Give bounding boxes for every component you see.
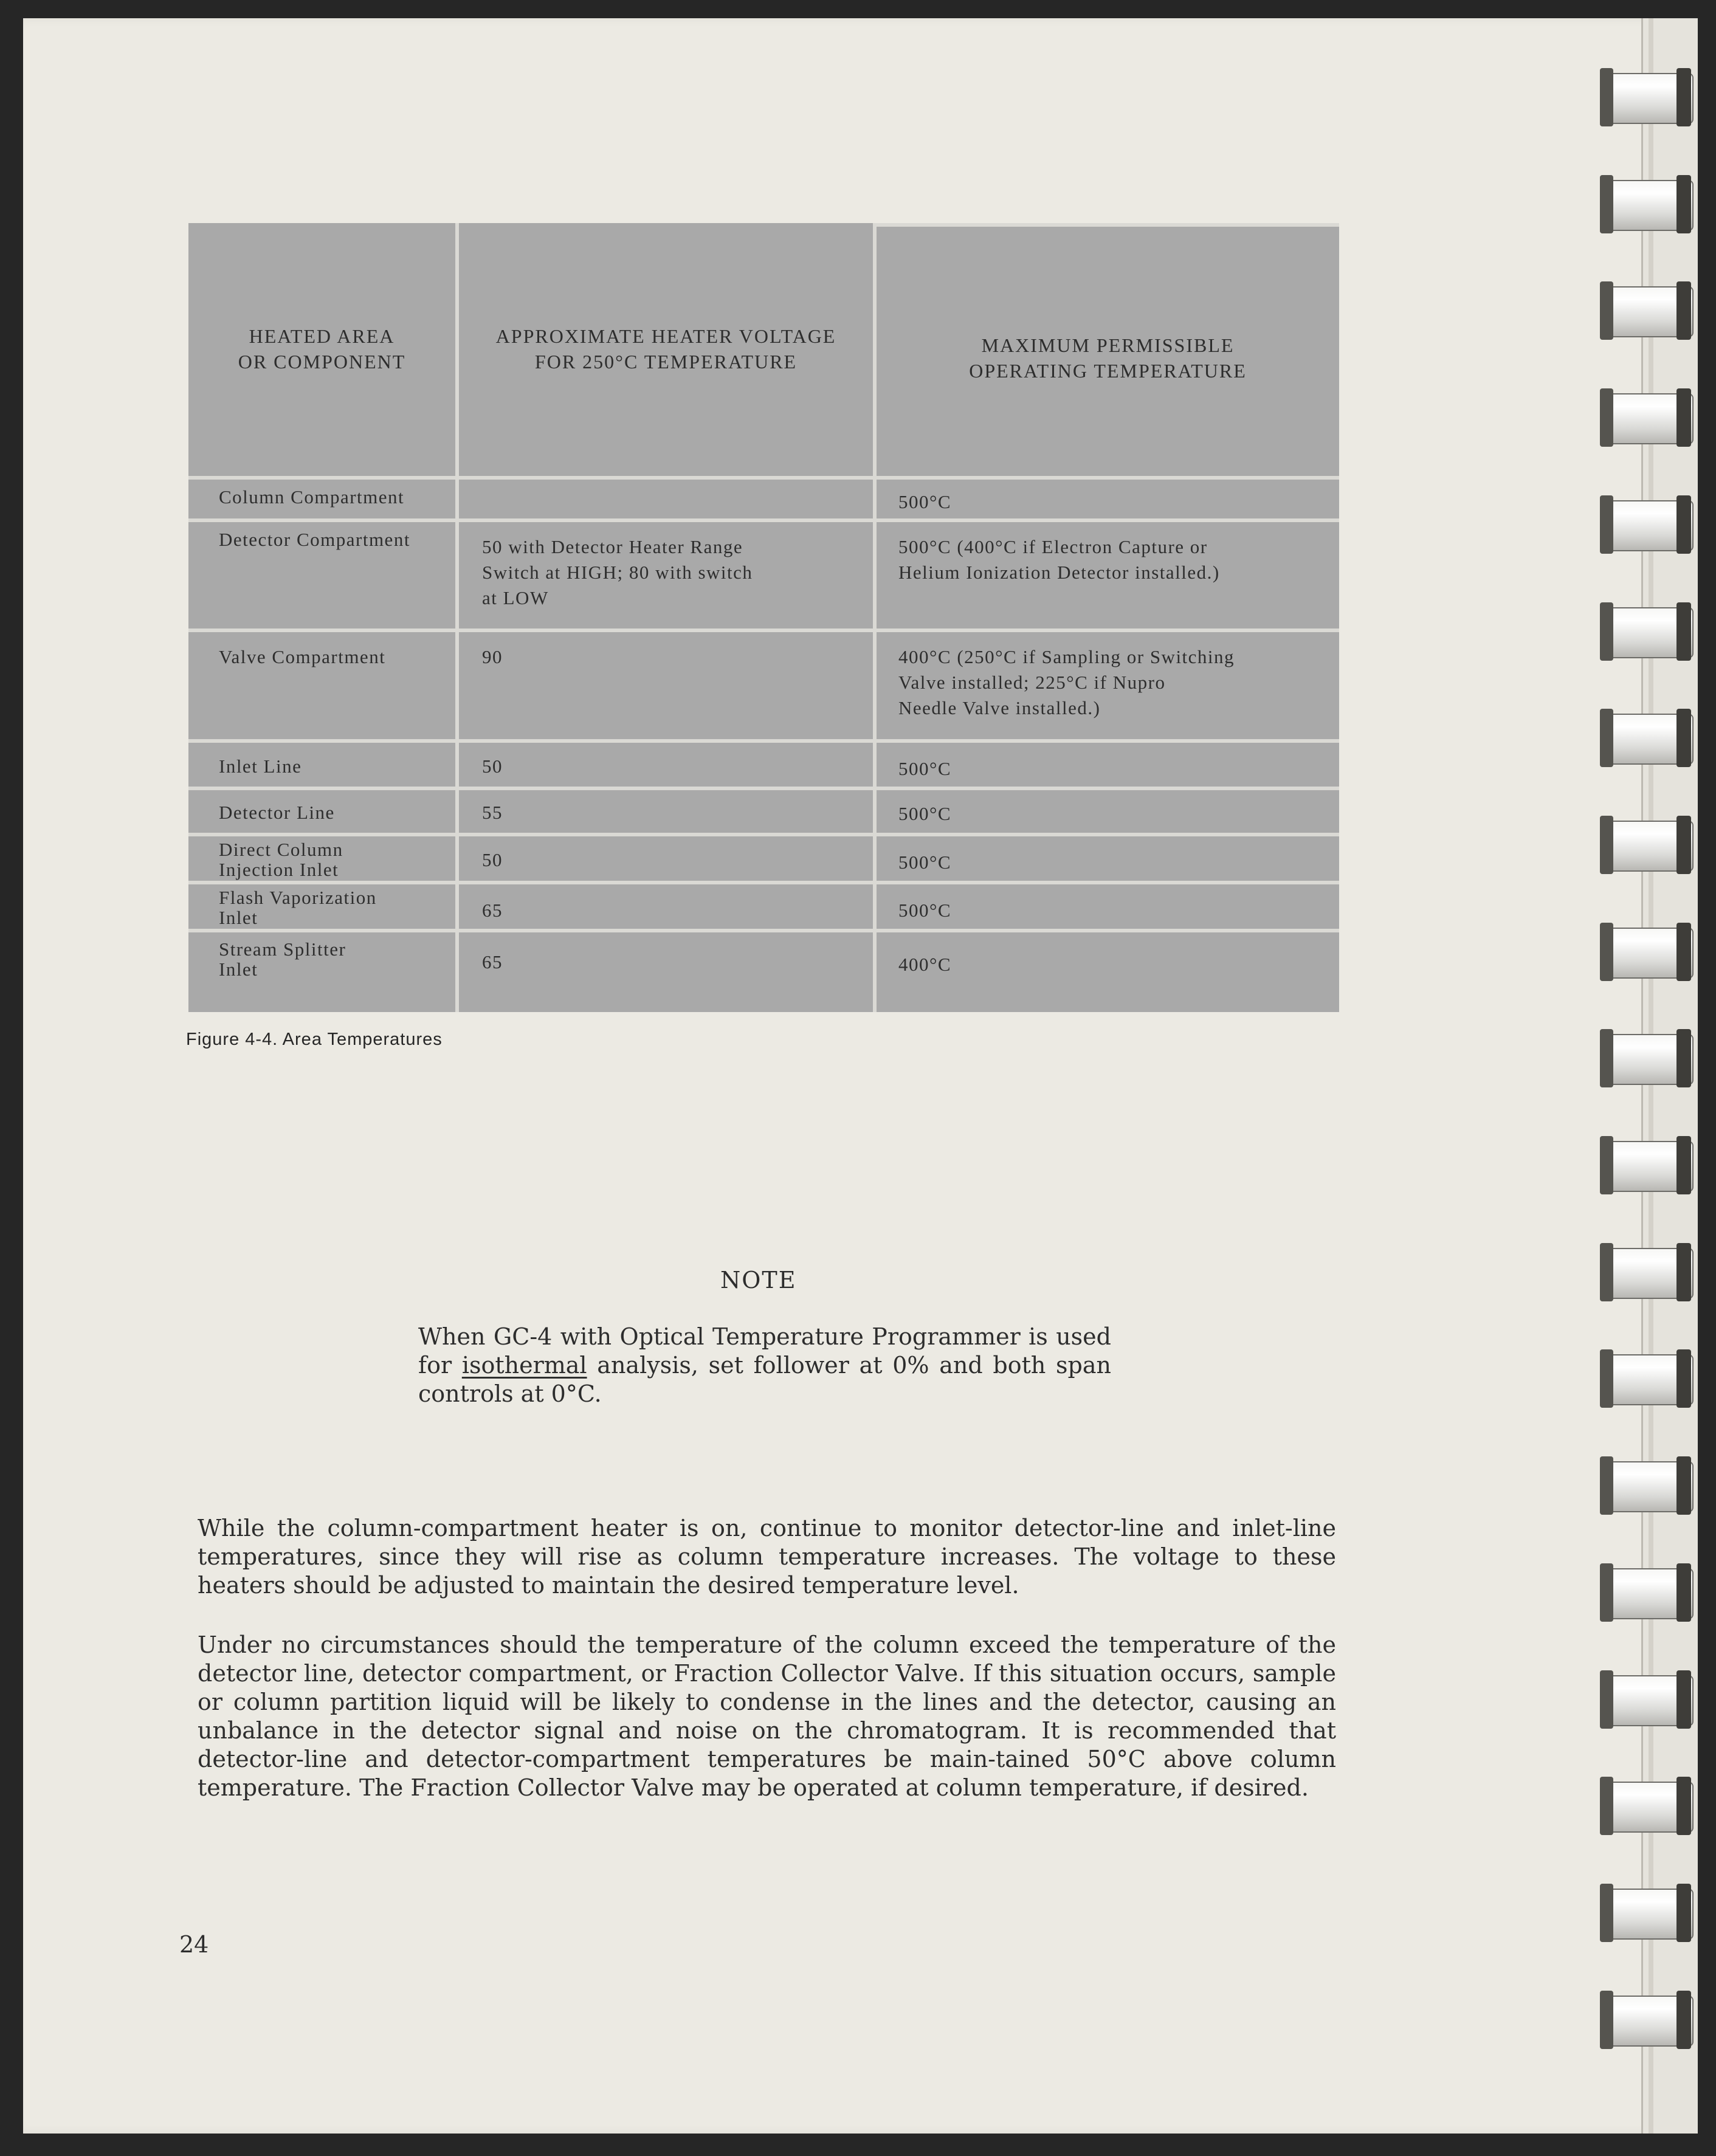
figure-caption: Figure 4-4. Area Temperatures <box>186 1030 443 1049</box>
table-row-5-voltage: 50 <box>459 836 873 881</box>
table-row-7-voltage: 65 <box>459 932 873 1012</box>
table-row-1-max-temp: 500°C (400°C if Electron Capture or Helium Ionization Detector installed.) <box>877 522 1339 629</box>
table-row-2-component: Valve Compartment <box>188 632 455 739</box>
table-row-4-component: Detector Line <box>188 790 455 833</box>
table-row-5-component: Direct Column Injection Inlet <box>188 836 455 881</box>
note-underlined-word: isothermal <box>461 1352 587 1379</box>
table-row-6-max-temp: 500°C <box>877 884 1339 929</box>
table-row-0-max-temp: 500°C <box>877 480 1339 518</box>
table-row-3-max-temp: 500°C <box>877 743 1339 787</box>
binding-ring <box>1600 923 1691 981</box>
table-row-7-component: Stream Splitter Inlet <box>188 932 455 1012</box>
binding-ring <box>1600 1991 1691 2049</box>
binding-ring <box>1600 1029 1691 1087</box>
paragraph-monitor-temperatures: While the column-compartment heater is on, continue to monitor detector-line and inlet-line temperatures, since they will rise as column temperature increases. The voltage to these heaters should be adjusted to maintain the desired temperature level. <box>198 1515 1336 1599</box>
table-row-6-voltage: 65 <box>459 884 873 929</box>
note-text-after: analysis, set follower at 0% and both span controls at 0°C. <box>418 1352 1111 1407</box>
binding-ring <box>1600 281 1691 340</box>
note-body <box>418 1323 1111 1408</box>
table-row-3-component: Inlet Line <box>188 743 455 787</box>
binding-ring <box>1600 495 1691 554</box>
table-row-2-max-temp: 400°C (250°C if Sampling or Switching Valve installed; 225°C if Nupro Needle Valve installed.) <box>877 632 1339 739</box>
note-text-before: When GC-4 with Optical Temperature Programmer is used for <box>418 1323 1111 1379</box>
table-row-4-max-temp: 500°C <box>877 790 1339 833</box>
table-row-2-voltage: 90 <box>459 632 873 739</box>
binding-ring <box>1600 709 1691 767</box>
binding-ring <box>1600 1777 1691 1835</box>
table-row-7-max-temp: 400°C <box>877 932 1339 1012</box>
page-number: 24 <box>179 1931 209 1958</box>
table-row-1-component: Detector Compartment <box>188 522 455 629</box>
binding-ring <box>1600 602 1691 661</box>
table-row-0-component: Column Compartment <box>188 480 455 518</box>
binding-ring <box>1600 1243 1691 1301</box>
table-row-3-voltage: 50 <box>459 743 873 787</box>
table-header-voltage: APPROXIMATE HEATER VOLTAGE FOR 250°C TEMPERATURE <box>459 223 873 476</box>
binding-ring <box>1600 1349 1691 1408</box>
table-header-max-temp: MAXIMUM PERMISSIBLE OPERATING TEMPERATURE <box>877 227 1339 476</box>
binding-ring <box>1600 1563 1691 1622</box>
table-row-4-voltage: 55 <box>459 790 873 833</box>
binding-ring <box>1600 816 1691 874</box>
binding-ring <box>1600 388 1691 447</box>
binding-ring <box>1600 68 1691 126</box>
binding-ring <box>1600 1456 1691 1515</box>
binding-ring <box>1600 1670 1691 1729</box>
paragraph-column-temperature-limit: Under no circumstances should the temperature of the column exceed the temperature of the detector line, detector compartment, or Fraction Collector Valve. If this situation occurs, sample or column partition liquid will be likely to condense in the lines and the detector, causing an unbalance in the detector signal and noise on the chromatogram. It is recommended that detector-line and detector-compartment temperatures be main-tained 50°C above column temperature. The Fraction Collector Valve may be operated at column temperature, if desired. <box>198 1631 1336 1801</box>
table-row-5-max-temp: 500°C <box>877 836 1339 881</box>
table-header-component: HEATED AREA OR COMPONENT <box>188 223 455 476</box>
binding-ring <box>1600 1884 1691 1942</box>
table-row-0-voltage <box>459 480 873 518</box>
note-title: NOTE <box>720 1267 797 1293</box>
table-row-6-component: Flash Vaporization Inlet <box>188 884 455 929</box>
table-row-1-voltage: 50 with Detector Heater Range Switch at HIGH; 80 with switch at LOW <box>459 522 873 629</box>
binding-ring <box>1600 175 1691 233</box>
area-temperatures-table <box>188 223 1339 1012</box>
binding-ring <box>1600 1136 1691 1194</box>
